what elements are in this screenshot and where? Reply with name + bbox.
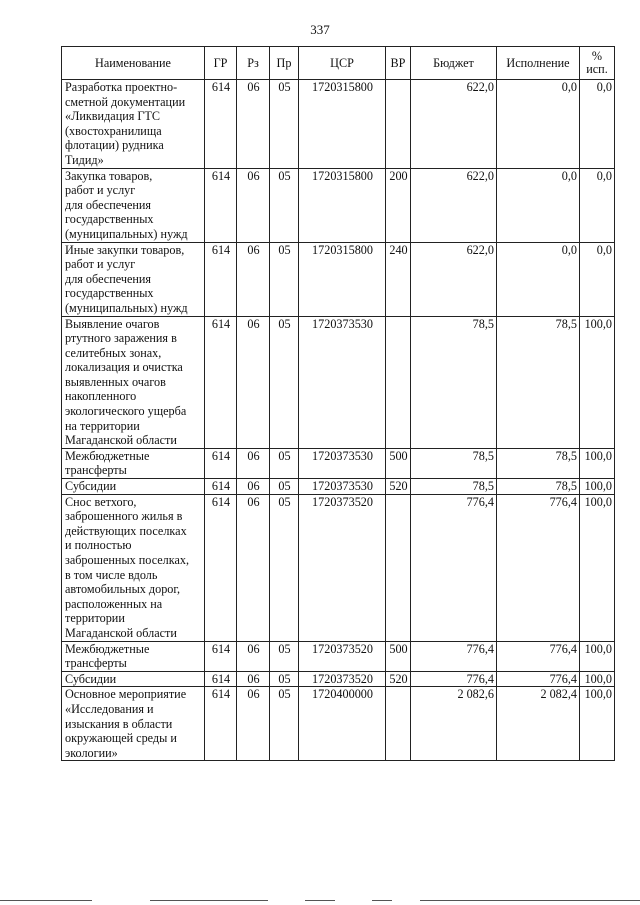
cell-gr: 614 — [205, 479, 237, 495]
header-budget: Бюджет — [411, 47, 497, 80]
cell-gr: 614 — [205, 168, 237, 242]
cell-rz: 06 — [237, 479, 270, 495]
cell-name: Основное мероприятие «Исследования и изыскания в области окружающей среды и экологии» — [62, 687, 205, 761]
cell-pr: 05 — [270, 316, 299, 448]
cell-rz: 06 — [237, 242, 270, 316]
table-row — [62, 316, 615, 448]
cell-gr: 614 — [205, 80, 237, 169]
table-row — [62, 168, 615, 242]
cell-gr: 614 — [205, 494, 237, 641]
cell-pr: 05 — [270, 168, 299, 242]
cell-name: Снос ветхого, заброшенного жилья в действующих поселках и полностью заброшенных поселках, в том числе вдоль автомобильных дорог, расположенных на территории Магаданской области — [62, 494, 205, 641]
cell-gr: 614 — [205, 242, 237, 316]
header-pr: Пр — [270, 47, 299, 80]
cell-vr: 200 — [386, 168, 411, 242]
cell-name: Субсидии — [62, 671, 205, 687]
cell-percent: 100,0 — [580, 671, 615, 687]
table-row — [62, 448, 615, 478]
cell-budget: 2 082,6 — [411, 687, 497, 761]
cell-name: Межбюджетные трансферты — [62, 448, 205, 478]
header-vr: ВР — [386, 47, 411, 80]
cell-csr: 1720315800 — [299, 168, 386, 242]
cell-budget: 622,0 — [411, 80, 497, 169]
budget-execution-table — [61, 46, 615, 761]
cell-csr: 1720315800 — [299, 80, 386, 169]
cell-name: Выявление очагов ртутного заражения в селитебных зонах, локализация и очистка выявленных очагов накопленного экологического ущерба на территории Магаданской области — [62, 316, 205, 448]
cell-budget: 776,4 — [411, 494, 497, 641]
cell-name: Закупка товаров, работ и услуг для обеспечения государственных (муниципальных) нужд — [62, 168, 205, 242]
header-gr: ГР — [205, 47, 237, 80]
cell-execution: 78,5 — [497, 479, 580, 495]
cell-execution: 78,5 — [497, 448, 580, 478]
cell-name: Межбюджетные трансферты — [62, 641, 205, 671]
cell-rz: 06 — [237, 494, 270, 641]
table-row — [62, 687, 615, 761]
cell-budget: 78,5 — [411, 316, 497, 448]
cell-rz: 06 — [237, 671, 270, 687]
table-row — [62, 479, 615, 495]
cell-rz: 06 — [237, 80, 270, 169]
cell-vr — [386, 80, 411, 169]
cell-vr: 500 — [386, 448, 411, 478]
cell-execution: 0,0 — [497, 242, 580, 316]
cell-execution: 2 082,4 — [497, 687, 580, 761]
cell-csr: 1720373530 — [299, 316, 386, 448]
cell-execution: 776,4 — [497, 494, 580, 641]
cell-execution: 0,0 — [497, 168, 580, 242]
cell-budget: 776,4 — [411, 641, 497, 671]
table-header-row — [62, 47, 615, 80]
cell-rz: 06 — [237, 687, 270, 761]
cell-budget: 622,0 — [411, 242, 497, 316]
header-percent-label: исп. — [586, 62, 608, 76]
cell-gr: 614 — [205, 316, 237, 448]
cell-vr: 520 — [386, 479, 411, 495]
cell-rz: 06 — [237, 641, 270, 671]
footer-rule — [0, 900, 640, 902]
cell-vr — [386, 316, 411, 448]
cell-rz: 06 — [237, 168, 270, 242]
cell-vr — [386, 687, 411, 761]
cell-name: Субсидии — [62, 479, 205, 495]
cell-pr: 05 — [270, 80, 299, 169]
table-row — [62, 671, 615, 687]
cell-percent: 100,0 — [580, 448, 615, 478]
header-percent — [580, 47, 615, 80]
cell-gr: 614 — [205, 448, 237, 478]
table-row — [62, 242, 615, 316]
cell-name: Разработка проектно- сметной документации «Ликвидация ГТС (хвостохранилища флотации) рудника Тидид» — [62, 80, 205, 169]
header-percent-sign: % — [591, 49, 603, 63]
cell-vr — [386, 494, 411, 641]
cell-execution: 78,5 — [497, 316, 580, 448]
table-row — [62, 80, 615, 169]
cell-vr: 240 — [386, 242, 411, 316]
cell-csr: 1720373530 — [299, 448, 386, 478]
cell-percent: 0,0 — [580, 168, 615, 242]
cell-pr: 05 — [270, 479, 299, 495]
cell-percent: 0,0 — [580, 242, 615, 316]
page-number: 337 — [310, 22, 330, 37]
cell-budget: 622,0 — [411, 168, 497, 242]
header-csr: ЦСР — [299, 47, 386, 80]
cell-pr: 05 — [270, 687, 299, 761]
cell-percent: 100,0 — [580, 479, 615, 495]
cell-gr: 614 — [205, 687, 237, 761]
header-execution: Исполнение — [497, 47, 580, 80]
header-rz: Рз — [237, 47, 270, 80]
cell-gr: 614 — [205, 641, 237, 671]
cell-csr: 1720373520 — [299, 671, 386, 687]
cell-percent: 100,0 — [580, 494, 615, 641]
cell-name: Иные закупки товаров, работ и услуг для обеспечения государственных (муниципальных) нужд — [62, 242, 205, 316]
cell-execution: 776,4 — [497, 671, 580, 687]
table-row — [62, 494, 615, 641]
cell-vr: 520 — [386, 671, 411, 687]
cell-execution: 0,0 — [497, 80, 580, 169]
cell-percent: 100,0 — [580, 641, 615, 671]
cell-csr: 1720373530 — [299, 479, 386, 495]
table-row — [62, 641, 615, 671]
table-body — [62, 80, 615, 761]
cell-rz: 06 — [237, 316, 270, 448]
cell-csr: 1720315800 — [299, 242, 386, 316]
header-name: Наименование — [62, 47, 205, 80]
cell-budget: 78,5 — [411, 479, 497, 495]
cell-budget: 776,4 — [411, 671, 497, 687]
cell-percent: 100,0 — [580, 687, 615, 761]
cell-execution: 776,4 — [497, 641, 580, 671]
cell-csr: 1720400000 — [299, 687, 386, 761]
cell-pr: 05 — [270, 448, 299, 478]
cell-pr: 05 — [270, 242, 299, 316]
cell-pr: 05 — [270, 641, 299, 671]
cell-percent: 0,0 — [580, 80, 615, 169]
cell-percent: 100,0 — [580, 316, 615, 448]
cell-pr: 05 — [270, 494, 299, 641]
cell-gr: 614 — [205, 671, 237, 687]
cell-pr: 05 — [270, 671, 299, 687]
cell-budget: 78,5 — [411, 448, 497, 478]
cell-csr: 1720373520 — [299, 641, 386, 671]
cell-vr: 500 — [386, 641, 411, 671]
cell-csr: 1720373520 — [299, 494, 386, 641]
cell-rz: 06 — [237, 448, 270, 478]
